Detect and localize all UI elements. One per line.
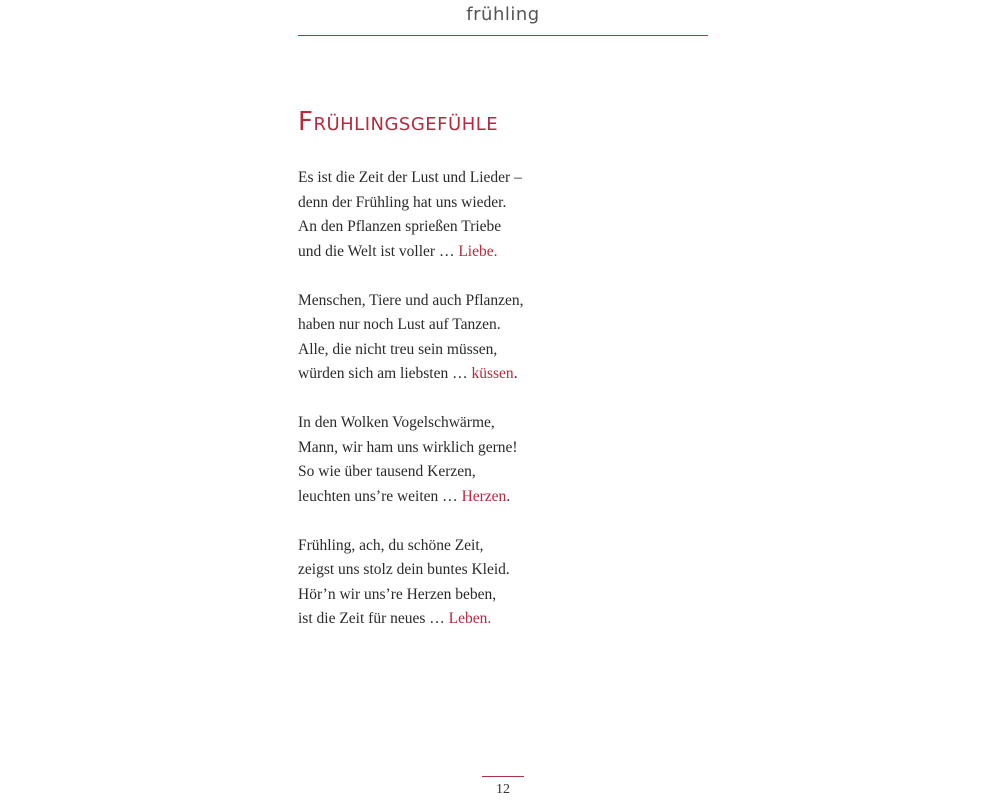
- book-page: [298, 0, 708, 800]
- footer-rule: [482, 776, 524, 777]
- poem-line: Menschen, Tiere und auch Pflanzen,: [298, 291, 524, 309]
- poem-line: denn der Frühling hat uns wieder.: [298, 193, 507, 211]
- page-number: 12: [496, 782, 510, 797]
- poem-line: [298, 240, 598, 265]
- line-text: ist die Zeit für neues …: [298, 610, 449, 627]
- line-text: und die Welt ist voller …: [298, 242, 459, 260]
- poem-line: An den Pflanzen sprießen Triebe: [298, 218, 502, 235]
- poem-line: Es ist die Zeit der Lust und Lieder –: [298, 169, 522, 186]
- poem-body: [298, 166, 598, 656]
- poem-line: Mann, wir ham uns wirklich gerne!: [298, 438, 518, 456]
- rhyme-word: Liebe.: [458, 242, 498, 260]
- poem-line: [298, 362, 598, 387]
- stanza-3: [298, 411, 598, 509]
- line-punctuation: .: [506, 487, 511, 505]
- poem-title: Frühlingsgefühle: [298, 107, 499, 137]
- stanza-1: [298, 166, 598, 264]
- line-text: leuchten uns’re weiten …: [298, 487, 462, 505]
- poem-line: So wie über tausend Kerzen,: [298, 463, 476, 480]
- header-rule: [298, 35, 708, 36]
- rhyme-word: Herzen: [461, 487, 507, 505]
- rhyme-word: küssen: [471, 365, 514, 382]
- running-head: frühling: [466, 4, 540, 25]
- poem-line: zeigst uns stolz dein buntes Kleid.: [298, 561, 510, 578]
- poem-line: haben nur noch Lust auf Tanzen.: [298, 316, 501, 333]
- line-text: würden sich am liebsten …: [298, 365, 472, 382]
- line-punctuation: .: [513, 365, 518, 382]
- poem-line: In den Wolken Vogelschwärme,: [298, 414, 495, 431]
- poem-line: Hör’n wir uns’re Herzen beben,: [298, 585, 497, 603]
- stanza-4: [298, 534, 598, 632]
- poem-line: Alle, die nicht treu sein müssen,: [298, 340, 498, 358]
- rhyme-word: Leben.: [448, 610, 492, 627]
- stanza-2: [298, 289, 598, 387]
- poem-line: [298, 485, 598, 510]
- poem-line: [298, 607, 598, 632]
- poem-line: Frühling, ach, du schöne Zeit,: [298, 536, 484, 554]
